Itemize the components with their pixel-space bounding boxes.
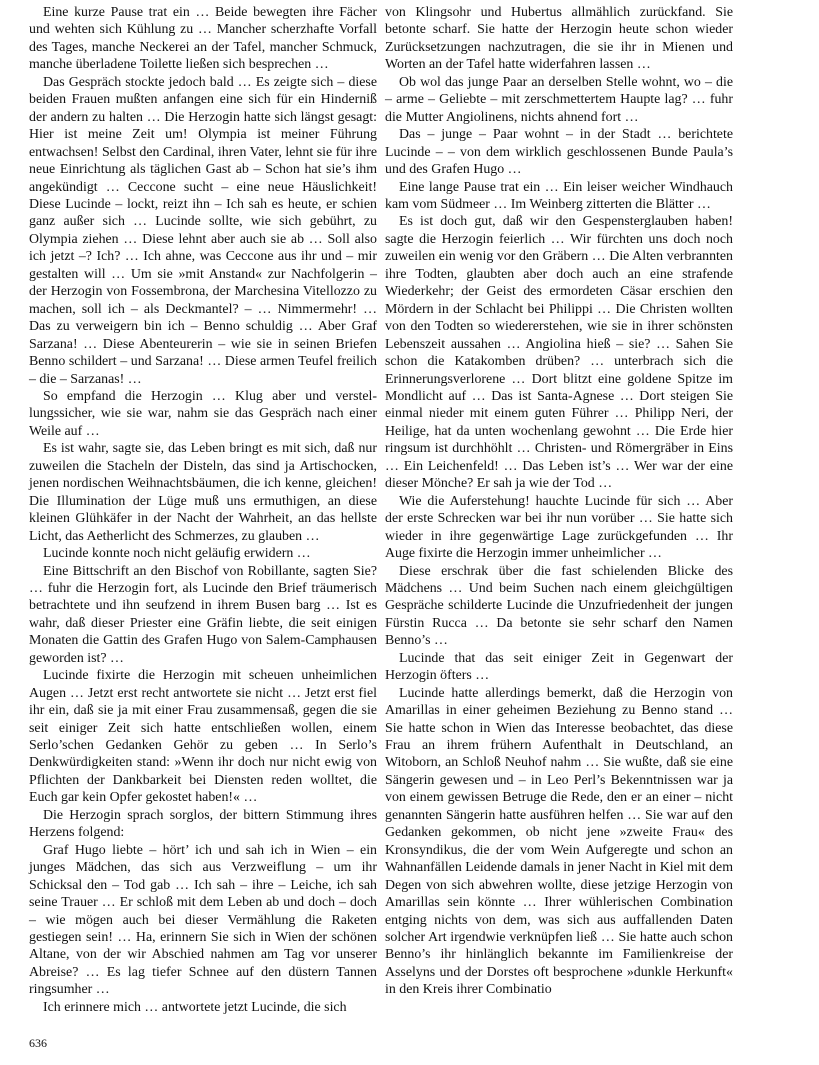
- left-column: [29, 4, 377, 1016]
- paragraph: Das Gespräch stockte jedoch bald … Es zeigte sich – diese beiden Frauen mußten anfangen eine sich für ein Hinderniß der andern zu halten … Die Herzogin hatte sich längst gesagt: Hier ist meine Zeit um! Olympia ist meiner Führung entwachsen! Selbst den Cardinal, ihren Vater, lehnt sie für ihre neue Einrichtung als täglichen Gast ab – Schon hat sie’s ihm angekündigt … Ceccone sucht – eine neue Häuslichkeit! Diese Lucinde – lockt, reizt ihn – Ich sah es heute, er schien ganz außer sich … Lucinde sollte, wie sich gebührt, zu Olympia ziehen … Diese lehnt aber auch sie ab … Soll also ich jetzt –? Ich? … Ich ahne, was Ceccone aus ihr und – mir gestalten will … Um sie »mit Anstand« zur Nachfolgerin – der Herzogin von Fossembrona, der Marchesina Vitellozzo zu machen, soll ich – als Deckmantel? – … Nimmermehr! … Das zu verweigern bin ich – Benno schuldig … Aber Graf Sarzana! … Diese Abenteurerin – wie sie in seinen Briefen Benno schildert – und Sarzana! … Diese armen Teufel freilich – die – Sarzanas! …: [29, 74, 377, 387]
- paragraph: Lucinde konnte noch nicht geläufig erwidern …: [43, 546, 311, 562]
- right-column: [385, 4, 733, 999]
- paragraph: Diese erschrak über die fast schielenden Blicke des Mädchens … Und beim Suchen nach einem gleichgültigen Gespräche schilderte Lucinde die Unzufriedenheit der jungen Fürstin Rucca … Da betonte sie sehr scharf den Namen Benno’s …: [385, 563, 733, 649]
- paragraph: Lucinde that das seit einiger Zeit in Gegenwart der Herzogin öfters …: [385, 650, 733, 684]
- paragraph: So empfand die Herzogin … Klug aber und verstellungssicher, wie sie war, nahm sie das Gespräch nach einer Weile auf …: [29, 388, 377, 439]
- paragraph: Das – junge – Paar wohnt – in der Stadt … berichtete Lucinde – – von dem wirklich geschlossenen Bunde Paula’s und des Grafen Hugo …: [385, 127, 733, 178]
- paragraph: Graf Hugo liebte – hört’ ich und sah ich in Wien – ein junges Mädchen, das sich aus Verzweiflung – um ihr Schicksal den – Tod gab … Ich sah – ihre – Leiche, ich sah seine Trauer … Er schloß mit dem Leben ab und doch – doch – wie mögen auch bei dieser Vermählung die Raketen gestiegen sein! … Ha, erinnern Sie sich in Wien der schönen Altane, von der wir Abschied nahmen am Tag vor unserer Abreise? … Es lag tiefer Schnee auf den düstern Tannen ringsumher …: [29, 842, 377, 998]
- paragraph: Eine Bittschrift an den Bischof von Robillante, sagten Sie? … fuhr die Herzogin fort, als Lucinde den Brief träumerisch betrachtete und ihn seufzend in ihrem Busen barg … Ist es wahr, daß dieser Priester eine Gräfin liebte, die seit einigen Monaten die Gattin des Grafen Hugo von Salem-Camphausen geworden ist? …: [29, 563, 377, 666]
- paragraph: Die Herzogin sprach sorglos, der bittern Stimmung ihres Herzens folgend:: [29, 807, 377, 841]
- paragraph: Lucinde hatte allerdings bemerkt, daß die Herzogin von Amarillas in einer geheimen Beziehung zu Benno stand … Sie hatte schon in Wien das Interesse beobachtet, das diese Frau an ihrem frühern Aufenthalt in Deutschland, an Witoborn, an Schloß Neuhof nahm … Sie wußte, daß sie eine Sängerin gewesen und – in Leo Perl’s Bekenntnissen war ja von einem gewissen Betruge die Rede, den er an einer – nicht genannten Sängerin hatte ausführen helfen … Sie war auf den Gedanken gekommen, ob nicht jene »zweite Frau« des Kronsyndikus, die der vom Wein Aufgeregte und schon an Wahnanfällen Leidende damals in jener Nacht in Kiel mit dem Degen von sich abwehren wollte, diese jetzige Herzogin von Amarillas sein könnte … Ihrer wühlerischen Combination entging nichts von dem, was sich aus auffallenden Daten solcher Art irgendwie verknüpfen ließ … Sie hatte auch schon Benno’s ihr hinlänglich bekannte im Familienkreise der Asselyns und der Dorstes oft besprochene »dunkle Herkunft« in den Kreis ihrer Combinatio: [385, 685, 733, 998]
- page-number: 636: [29, 1036, 47, 1050]
- paragraph: Ob wol das junge Paar an derselben Stelle wohnt, wo – die – arme – Geliebte – mit zerschmettertem Haupte lag? … fuhr die Mutter Angiolinens, nichts ahnend fort …: [385, 74, 733, 125]
- paragraph: Ich erinnere mich … antwortete jetzt Lucinde, die sich: [43, 999, 347, 1015]
- paragraph: Eine lange Pause trat ein … Ein leiser weicher Windhauch kam vom Südmeer … Im Weinberg zitterten die Blätter …: [385, 179, 733, 212]
- paragraph-continuation: von Klingsohr und Hubertus allmählich zurückfand. Sie betonte scharf. Sie hatte der Herzogin heute schon wieder Zurücksetzungen nachzutragen, die sie ihr in Mienen und Worten an der Tafel hatte widerfahren lassen …: [385, 5, 733, 73]
- paragraph: Lucinde fixirte die Herzogin mit scheuen unheimlichen Augen … Jetzt erst recht antwortete sie nicht … Jetzt erst fiel ihr ein, daß sie ja mit einer Frau zusammensaß, gegen die sie seit einiger Zeit sich hatte entschließen wollen, einem Serlo’schen Gedanken Gehör zu geben … In Serlo’s Denkwürdigkeiten stand: »Wenn ihr doch nur nicht ewig von Pflichten der Dankbarkeit bei Diensten reden wolltet, die Euch gar kein Opfer gekostet haben!« …: [29, 668, 377, 806]
- paragraph: Eine kurze Pause trat ein … Beide bewegten ihre Fächer und wehten sich Kühlung zu … Mancher scherzhafte Vorfall des Tages, manche Neckerei an der Tafel, mancher Schmuck, manche überladene Toilette ließen sich besprechen …: [29, 5, 377, 73]
- paragraph: Es ist wahr, sagte sie, das Leben bringt es mit sich, daß nur zuweilen die Stacheln der Disteln, das sind ja Artischocken, jenen nordischen Weihnachtsbäumen, die ich kenne, gleichen! Die Illumination der Lüge muß uns ermuthigen, an diese kleinen Glühkäfer in der Nacht der Wahrheit, an das hellste Licht, das Aetherlicht des Schmerzes, zu glauben …: [29, 441, 377, 544]
- paragraph: Wie die Auferstehung! hauchte Lucinde für sich … Aber der erste Schrecken war bei ihr nun vorüber … Sie hatte sich wieder in ihre gegenwärtige Lage zurückgefunden … Ihr Auge fixirte die Herzogin immer unheimlicher …: [385, 493, 733, 562]
- paragraph: Es ist doch gut, daß wir den Gespensterglauben haben! sagte die Herzogin feierlich … Wir fürchten uns doch noch zuweilen ein wenig vor den Gräbern … Die Alten verbrannten ihre Todten, glaubten aber doch auch an eine strafende Wiederkehr; der Geist des ermordeten Cäsar erschien den Mördern in der Schlacht bei Philippi … Die Christen wollten von den Todten so wiedererstehen, wie sie in ihrer schönsten Lebenszeit aussahen … Angiolina hieß – sie? … Sahen Sie schon die Katakomben drüben? … unterbrach sich die Erinnerungsverlorene … Dort blitzt eine goldene Spitze im Mondlicht auf … Das ist Santa-Agnese … Dort steigen Sie einmal nieder mit einem guten Führer … Philipp Neri, der Heilige, hat da unten wochenlang gewohnt … Die Erde hier ringsum ist durchhöhlt … Christen- und Römergräber in Eins … Ein Leichenfeld! … Das Leben ist’s … Wer war der eine dieser Mönche? Er sah ja wie der Tod …: [385, 214, 733, 492]
